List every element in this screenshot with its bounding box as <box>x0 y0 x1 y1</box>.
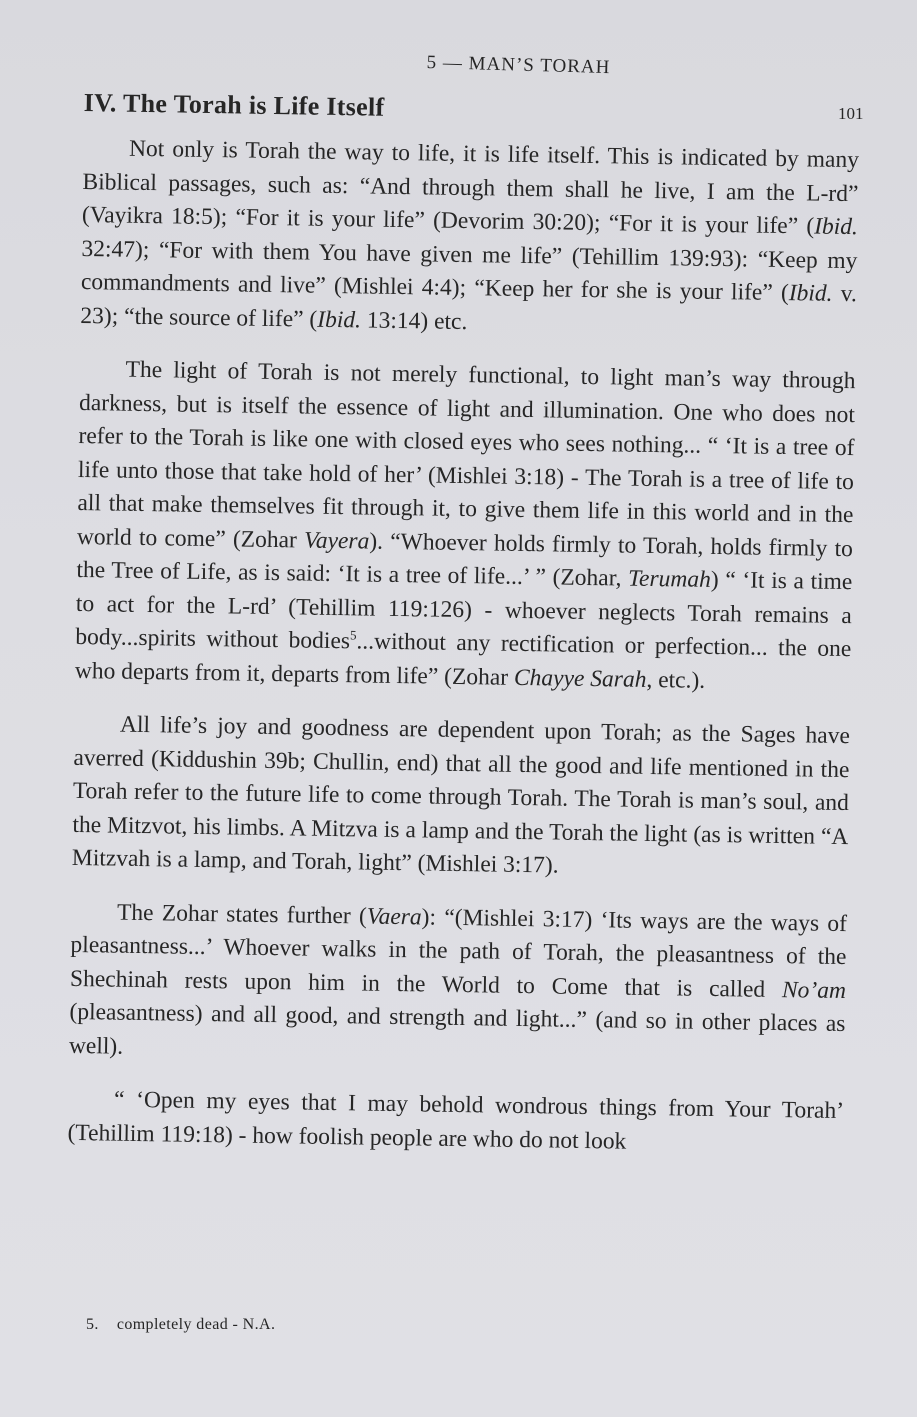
paragraph <box>75 353 856 700</box>
paragraph <box>80 132 859 345</box>
section-title: IV. The Torah is Life Itself <box>83 88 385 122</box>
text-segment: Vayera <box>303 527 370 555</box>
text-segment: The Zohar states further ( <box>116 899 368 930</box>
text-segment: ). “Whoever holds firmly to Torah, holds firmly to the Tree of Life, as is said: ‘It is a tree of life...’ ” (Zohar, <box>76 528 854 592</box>
text-segment: 13:14) etc. <box>360 306 468 335</box>
text-segment: Ibid. <box>317 306 362 333</box>
text-segment: Not only is Torah the way to life, it is life itself. This is indicated by many Biblical passages, such as: “And through them shall he live, I am the L-rd” (Vayikra 18:5); “For it is your life” (Devorim 30:20); “For it is your life” ( <box>81 135 860 240</box>
text-segment: “ ‘Open my eyes that I may behold wondrous things from Your Torah’ (Tehillim 119:18) - how foolish people are who do not look <box>67 1086 845 1155</box>
text-segment: The light of Torah is not merely functional, to light man’s way through darkness, but is itself the essence of light and illumination. One who does not refer to the Torah is like one with closed eyes who sees nothing... “ ‘It is a tree of life unto those that take hold of her’ (Mishlei 3:18) - The Torah is a tree of life to all that make themselves fit through it, to give them life in this world and in the world to come” (Zohar <box>76 356 856 554</box>
paragraph <box>72 708 851 888</box>
text-segment: All life’s joy and goodness are dependent upon Torah; as the Sages have averred (Kiddushin 39b; Chullin, end) that all the good and life mentioned in the Torah refer to the future life to come through Torah. The Torah is man’s soul, and the Mitzvot, his limbs. A Mitzva is a lamp and the Torah the light (as is written “A Mitzvah is a lamp, and Torah, light” (Mishlei 3:17). <box>71 711 851 879</box>
text-segment: v. 23); “the source of life” ( <box>80 280 858 333</box>
text-segment: Ibid. <box>788 280 833 307</box>
footnote-number: 5. <box>86 1316 99 1333</box>
text-segment: ): “(Mishlei 3:17) ‘Its ways are the ways of pleasantness...’ Whoever walks in the path of Torah, the pleasantness of the Shechinah rests upon him in the World to Come that is called <box>69 903 848 1003</box>
paragraph <box>67 1083 844 1162</box>
running-head: 5 — MAN’S TORAH <box>426 52 611 79</box>
text-segment: Ibid. <box>813 213 859 241</box>
footnote <box>86 1316 275 1334</box>
text-segment: Vaera <box>366 903 422 930</box>
paragraph-list <box>67 132 859 1162</box>
text-segment: ) “ ‘It is a time to act for the L-rd’ (Tehillim 119:126) - whoever neglects Torah remains a body...spirits without bodies <box>75 566 853 655</box>
footnote-text: completely dead - N.A. <box>116 1316 276 1333</box>
paragraph <box>69 895 848 1075</box>
text-segment: Chayye Sarah <box>513 664 647 693</box>
text-segment: No’am <box>781 976 847 1004</box>
text-segment: Terumah <box>627 565 712 593</box>
text-segment: , etc.). <box>646 666 706 694</box>
footnote-ref: 5 <box>349 627 357 643</box>
text-segment: 32:47); “For with them You have given me life” (Tehillim 139:93): “Keep my commandments and live” (Mishlei 4:4); “Keep her for she is your life” ( <box>80 235 858 307</box>
text-segment: (pleasantness) and all good, and strength and light...” (and so in other places as well). <box>68 998 846 1060</box>
body-text <box>67 88 860 1182</box>
text-segment: ...without any rectification or perfection... the one who departs from it, departs from life” (Zohar <box>74 628 852 691</box>
page-number: 101 <box>838 104 864 123</box>
